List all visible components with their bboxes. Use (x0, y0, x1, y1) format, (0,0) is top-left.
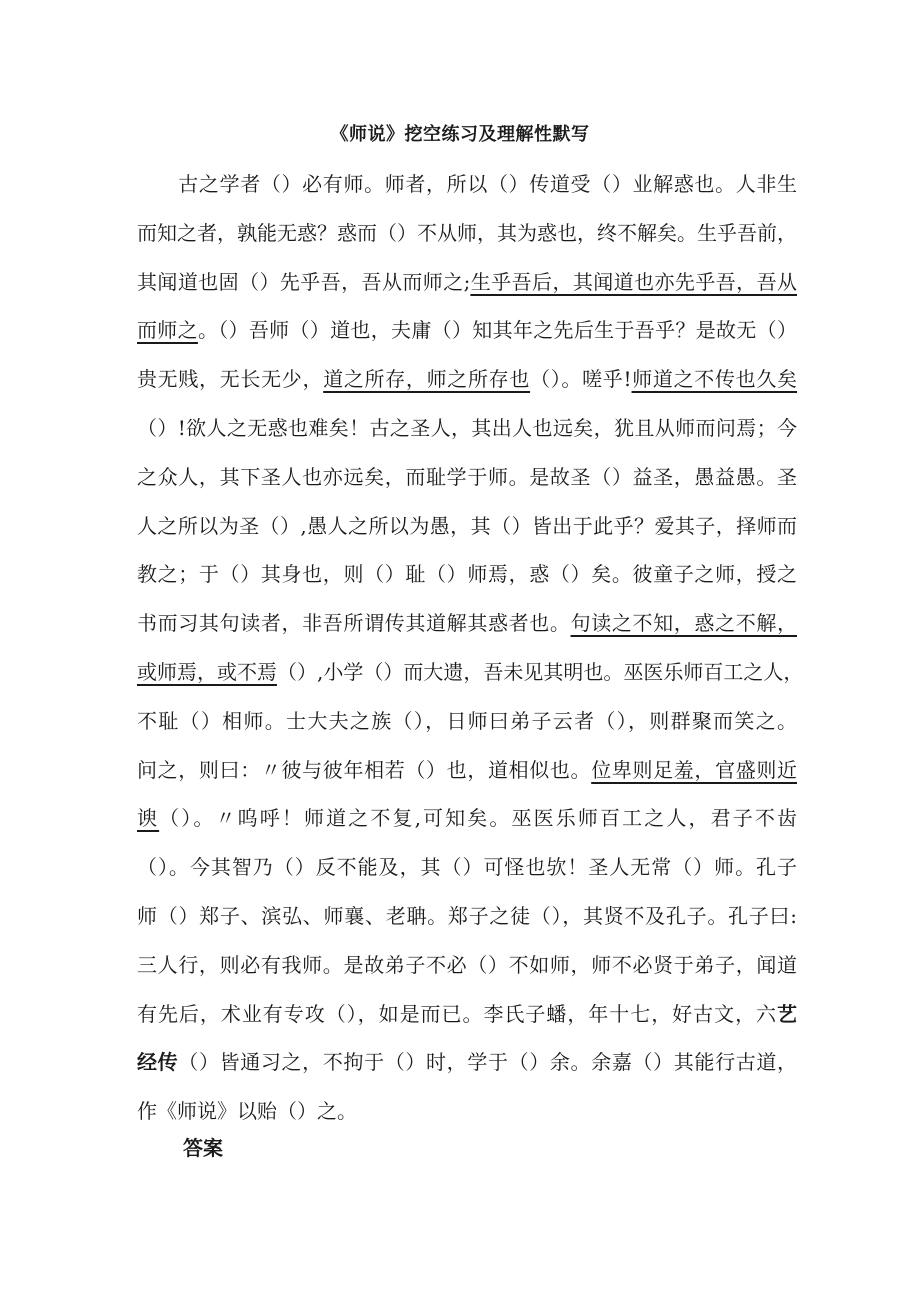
passage-line (137, 794, 797, 842)
underlined-text: 位卑则足羞，官盛则近 (591, 757, 798, 782)
underlined-text: 道之所存，师之所存也 (323, 367, 531, 392)
passage-text: 师（）郑子、滨弘、师襄、老聃。郑子之徒（），其贤不及孔子。孔子曰: (137, 904, 797, 928)
passage-text: 而知之者，孰能无惑？惑而（）不从师，其为惑也，终不解矣。生乎吾前， (137, 220, 797, 245)
passage-line (137, 990, 797, 1038)
passage-text: （）皆通习之，不拘于（）时，学于（）余。余嘉（）其能行古道， (178, 1050, 798, 1075)
passage-text: 作《师说》以贻（）之。 (137, 1099, 357, 1124)
passage-line (137, 355, 797, 403)
passage-text: （）。〃呜呼！师道之不复,可知矣。巫医乐师百工之人，君子不齿 (159, 806, 798, 831)
passage-line (137, 502, 797, 550)
passage-text: 有先后，术业有专攻（），如是而已。李氏子蟠，年十七，好古文，六 (137, 1001, 777, 1026)
passage-line (137, 941, 797, 989)
passage-text: （）,小学（）而大遗，吾未见其明也。巫医乐师百工之人， (277, 660, 804, 684)
passage-text: 书而习其句读者，非吾所谓传其道解其惑者也。 (137, 611, 571, 636)
bold-text: 艺 (777, 1001, 797, 1026)
passage-text: 贵无贱，无长无少， (137, 367, 324, 392)
passage-text: 。（）吾师（）道也，夫庸（）知其年之先后生于吾乎？是故无（） (197, 318, 797, 343)
passage-text: 问之，则曰：〃彼与彼年相若（）也，道相似也。 (137, 757, 592, 782)
passage-text: 人之所以为圣（）,愚人之所以为愚，其（）皆出于此乎？爱其子，择师而 (137, 513, 797, 538)
passage-text: 之众人，其下圣人也亦远矣，而耻学于师。是故圣（）益圣，愚益愚。圣 (137, 464, 797, 489)
passage-text: （）!欲人之无惑也难矣！古之圣人，其出人也远矣，犹且从师而问焉；今 (137, 416, 797, 440)
answer-heading: 答案 (183, 1136, 223, 1160)
page-title: 《师说》挖空练习及理解性默写 (330, 124, 590, 145)
underlined-text: 句读之不知，惑之不解， (570, 611, 798, 636)
passage-line (137, 1087, 797, 1135)
underlined-text: 谀 (137, 806, 160, 831)
passage-line (137, 746, 797, 794)
bold-text: 经传 (137, 1050, 179, 1075)
passage-text: 其闻道也固（）先乎吾，吾从而师之; (137, 269, 471, 294)
underlined-text: 师道之不传也久矣 (631, 367, 798, 392)
passage-text: 古之学者（）必有师。师者，所以（）传道受（）业解惑也。人非生 (137, 172, 797, 196)
passage-text: （）。嗟乎! (530, 367, 632, 392)
passage-line (137, 160, 797, 208)
passage-line (137, 209, 797, 257)
passage-line (137, 453, 797, 501)
passage-line (137, 843, 797, 891)
underlined-text: 而师之 (137, 318, 198, 343)
passage-line (137, 404, 797, 452)
passage-line (137, 550, 797, 598)
passage-text: 不耻（）相师。士大夫之族（），日师曰弟子云者（），则群聚而笑之。 (137, 708, 797, 733)
passage-line (137, 306, 797, 354)
passage-text: 三人行，则必有我师。是故弟子不必（）不如师，师不必贤于弟子，闻道 (137, 952, 797, 977)
passage-text: 教之；于（）其身也，则（）耻（）师焉，惑（）矣。彼童子之师，授之 (137, 562, 797, 587)
passage-text: （）。今其智乃（）反不能及，其（）可怪也欤！圣人无常（）师。孔子 (137, 855, 797, 880)
underlined-text: 或师焉，或不焉 (137, 660, 277, 684)
passage-line (137, 697, 797, 745)
underlined-text: 生乎吾后，其闻道也亦先乎吾，吾从 (470, 269, 797, 294)
passage-line (137, 648, 804, 696)
passage-line (137, 892, 797, 940)
passage-line (137, 258, 797, 306)
passage-line (137, 1038, 797, 1086)
passage-line (137, 599, 797, 647)
